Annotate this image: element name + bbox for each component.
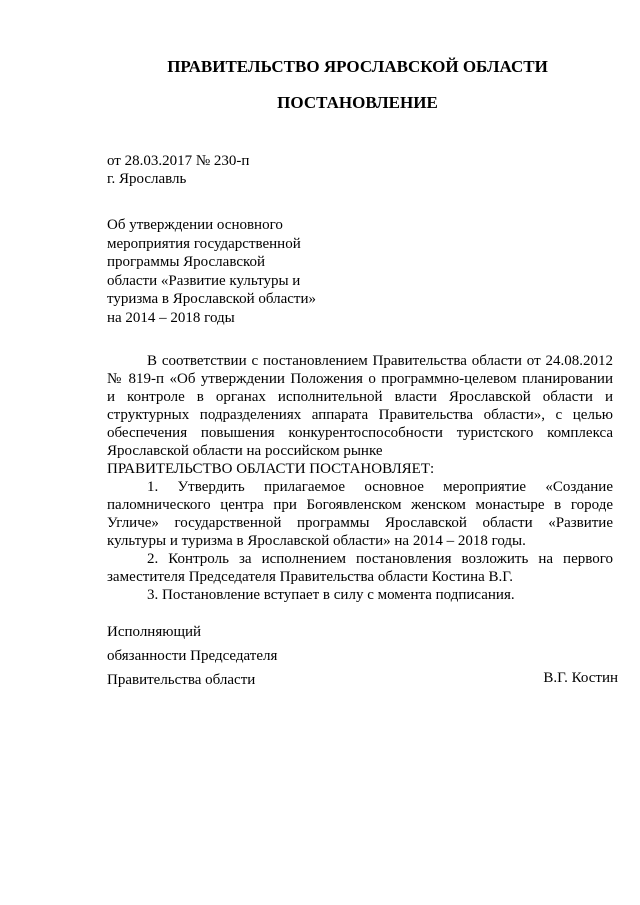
item2-line: заместителя Председателя Правительства области Костина В.Г. <box>107 569 513 585</box>
body-line: В соответствии с постановлением Правительства области от 24.08.2012 <box>147 353 613 369</box>
document-meta <box>107 152 613 188</box>
signatory-position: обязанности Председателя <box>107 648 278 664</box>
item3-line: 3. Постановление вступает в силу с момента подписания. <box>147 587 515 603</box>
document-subject <box>107 216 613 327</box>
signature-block <box>107 620 613 692</box>
signatory-position: Исполняющий <box>107 624 202 640</box>
body-line: № 819-п «Об утверждении Положения о программно-целевом планировании <box>107 371 613 387</box>
subject-line: туризма в Ярославской области» <box>107 291 317 307</box>
item1-line: паломнического центра при Богоявленском женском монастыре в городе <box>107 497 613 513</box>
item2-line: 2. Контроль за исполнением постановления возложить на первого <box>147 551 613 567</box>
body-line: Ярославской области на российском рынке <box>107 443 383 459</box>
item1-line: 1. Утвердить прилагаемое основное мероприятие «Создание <box>147 479 613 495</box>
signatory-name: В.Г. Костин <box>543 670 618 686</box>
subject-line: на 2014 – 2018 годы <box>107 309 235 326</box>
body-line: обеспечения повышения конкурентоспособности туристского комплекса <box>107 425 613 441</box>
document-body <box>107 352 613 604</box>
subject-line: мероприятия государственной <box>107 235 301 252</box>
body-line: структурных подразделениях аппарата Правительства области», с целью <box>107 407 613 423</box>
document-type-heading: ПОСТАНОВЛЕНИЕ <box>277 93 438 112</box>
city: г. Ярославль <box>107 171 187 187</box>
subject-line: программы Ярославской <box>107 254 266 270</box>
subject-line: области «Развитие культуры и <box>107 272 301 289</box>
subject-line: Об утверждении основного <box>107 217 283 233</box>
body-line: и контроле в органах исполнительной власти Ярославской области и <box>107 389 613 405</box>
date-number: от 28.03.2017 № 230-п <box>107 153 250 169</box>
item1-line: культуры и туризма в Ярославской области» на 2014 – 2018 годы. <box>107 533 526 549</box>
resolves-line: ПРАВИТЕЛЬСТВО ОБЛАСТИ ПОСТАНОВЛЯЕТ: <box>107 461 435 477</box>
organization-heading: ПРАВИТЕЛЬСТВО ЯРОСЛАВСКОЙ ОБЛАСТИ <box>167 57 548 76</box>
item1-line: Угличе» государственной программы Ярославской области «Развитие <box>107 515 613 531</box>
signatory-position: Правительства области <box>107 672 256 688</box>
